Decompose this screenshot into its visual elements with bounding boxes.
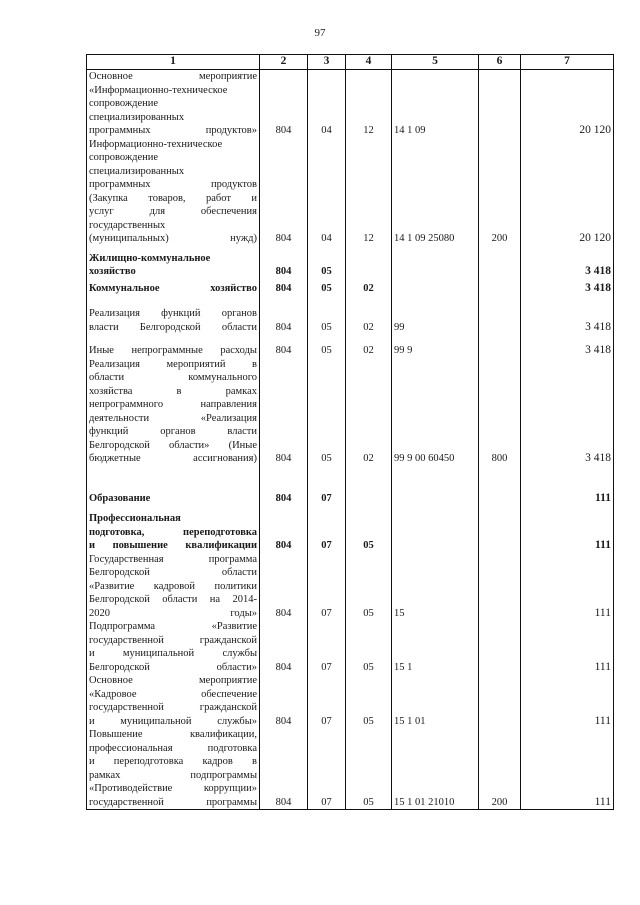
description-line: Белгородской области» (Иные [89,439,257,451]
description-line: сопровождение [89,98,159,109]
target-item-code: 99 [392,295,479,334]
row-description [87,358,260,466]
description-line: государственной гражданской [89,702,257,713]
row-description [87,674,260,728]
description-line: «Кадровое обеспечение [89,688,257,700]
header-col-2: 2 [260,55,308,70]
target-item-code: 15 1 01 [392,674,479,728]
description-line: и муниципальной службы» [89,715,257,727]
amount: 20 120 [521,138,614,246]
row-description [87,620,260,674]
amount: 111 [521,466,614,506]
amount: 111 [521,674,614,728]
table-row [87,334,614,358]
expense-type-code: 200 [479,138,521,246]
ministry-code: 804 [260,674,308,728]
header-col-7: 7 [521,55,614,70]
subsection-code [346,466,392,506]
description-line: Подпрограмма «Развитие [89,621,257,632]
header-col-1: 1 [87,55,260,70]
expense-type-code [479,674,521,728]
amount: 3 418 [521,246,614,279]
target-item-code [392,279,479,296]
subsection-code: 12 [346,70,392,138]
subsection-code: 02 [346,279,392,296]
description-line: государственной гражданской [89,634,257,646]
description-line: Государственная программа [89,553,257,565]
section-code: 05 [308,246,346,279]
target-item-code: 15 1 [392,620,479,674]
subsection-code: 02 [346,358,392,466]
target-item-code [392,466,479,506]
description-line: области коммунального [89,372,257,383]
table-row [87,620,614,674]
ministry-code: 804 [260,620,308,674]
description-line: Основное мероприятие [89,71,257,82]
amount: 111 [521,728,614,810]
description-line: деятельности «Реализация [89,412,257,424]
description-line: и переподготовка кадров в [89,756,257,767]
amount: 111 [521,505,614,553]
ministry-code: 804 [260,138,308,246]
expense-type-code [479,295,521,334]
table-row [87,553,614,621]
description-line: услуг для обеспечения [89,206,257,217]
table-row [87,70,614,138]
description-line: Жилищно-коммунальное [89,252,211,264]
target-item-code: 99 9 [392,334,479,358]
description-line: Белгородской области [89,567,257,578]
page-number: 97 [314,27,326,39]
table-row [87,466,614,506]
ministry-code: 804 [260,466,308,506]
header-col-4: 4 [346,55,392,70]
description-line: и муниципальной службы [89,648,257,659]
description-line: «Информационно-техническое [89,84,228,96]
section-code: 07 [308,620,346,674]
row-description [87,246,260,279]
subsection-code: 05 [346,728,392,810]
row-description [87,70,260,138]
description-line: Белгородской области на 2014- [89,594,257,605]
description-line: специализированных [89,165,185,177]
subsection-code: 05 [346,674,392,728]
expense-type-code [479,553,521,621]
section-code: 07 [308,466,346,506]
header-row [87,55,614,70]
amount: 3 418 [521,358,614,466]
amount: 111 [521,620,614,674]
amount: 3 418 [521,295,614,334]
description-line: хозяйство [89,266,136,277]
header-col-6: 6 [479,55,521,70]
row-description [87,466,260,506]
description-line: «Развитие кадровой политики [89,580,257,592]
section-code: 05 [308,358,346,466]
description-line: Белгородской области» [89,661,257,673]
table-row [87,295,614,334]
expense-type-code: 800 [479,358,521,466]
description-line: и повышение квалификации [89,540,257,551]
row-description [87,334,260,358]
section-code: 04 [308,70,346,138]
description-line: Образование [89,492,151,504]
description-line: рамках подпрограммы [89,769,257,781]
target-item-code [392,246,479,279]
target-item-code [392,505,479,553]
subsection-code: 02 [346,295,392,334]
target-item-code: 15 [392,553,479,621]
description-line: (муниципальных) нужд) [89,233,257,244]
section-code: 05 [308,334,346,358]
section-code: 04 [308,138,346,246]
ministry-code: 804 [260,279,308,296]
description-line: «Противодействие коррупции» [89,783,257,794]
section-code: 07 [308,728,346,810]
header-col-3: 3 [308,55,346,70]
description-line: профессиональная подготовка [89,742,257,754]
table-row [87,279,614,296]
description-line: Информационно-техническое [89,138,223,150]
section-code: 07 [308,553,346,621]
description-line: (Закупка товаров, работ и [89,192,257,204]
description-line: сопровождение [89,152,159,163]
expense-type-code [479,70,521,138]
target-item-code: 14 1 09 [392,70,479,138]
description-line: Реализация мероприятий в [89,358,257,370]
row-description [87,553,260,621]
expense-type-code [479,466,521,506]
table-row [87,358,614,466]
amount: 111 [521,553,614,621]
ministry-code: 804 [260,70,308,138]
section-code: 07 [308,674,346,728]
target-item-code: 14 1 09 25080 [392,138,479,246]
target-item-code: 15 1 01 21010 [392,728,479,810]
row-description [87,505,260,553]
table-row [87,246,614,279]
description-line: власти Белгородской области [89,321,257,333]
expense-type-code [479,334,521,358]
description-line: Иные непрограммные расходы [89,345,257,356]
subsection-code: 05 [346,553,392,621]
row-description [87,728,260,810]
description-line: 2020 годы» [89,607,257,619]
section-code: 05 [308,295,346,334]
row-description [87,138,260,246]
table-row [87,505,614,553]
description-line: программных продуктов [89,179,257,190]
row-description [87,295,260,334]
subsection-code: 12 [346,138,392,246]
description-line: непрограммного направления [89,399,257,410]
row-description [87,279,260,296]
header-col-5: 5 [392,55,479,70]
section-code: 07 [308,505,346,553]
ministry-code: 804 [260,553,308,621]
description-line: Реализация функций органов [89,308,257,319]
description-line: Коммунальное хозяйство [89,282,257,294]
subsection-code [346,246,392,279]
description-line: подготовка, переподготовка [89,526,257,538]
expense-type-code: 200 [479,728,521,810]
amount: 20 120 [521,70,614,138]
ministry-code: 804 [260,728,308,810]
expense-type-code [479,620,521,674]
description-line: бюджетные ассигнования) [89,453,257,464]
description-line: хозяйства в рамках [89,385,257,397]
description-line: программных продуктов» [89,125,257,136]
description-line: Повышение квалификации, [89,729,257,740]
subsection-code: 02 [346,334,392,358]
target-item-code: 99 9 00 60450 [392,358,479,466]
table-row [87,728,614,810]
subsection-code: 05 [346,505,392,553]
ministry-code: 804 [260,334,308,358]
description-line: функций органов власти [89,426,257,437]
subsection-code: 05 [346,620,392,674]
section-code: 05 [308,279,346,296]
description-line: Профессиональная [89,513,181,524]
expense-type-code [479,279,521,296]
ministry-code: 804 [260,246,308,279]
description-line: специализированных [89,111,185,123]
ministry-code: 804 [260,358,308,466]
amount: 3 418 [521,334,614,358]
ministry-code: 804 [260,295,308,334]
budget-table [86,54,614,810]
ministry-code: 804 [260,505,308,553]
table-row [87,138,614,246]
table-row [87,674,614,728]
expense-type-code [479,505,521,553]
description-line: Основное мероприятие [89,675,257,686]
expense-type-code [479,246,521,279]
amount: 3 418 [521,279,614,296]
description-line: государственной программы [89,796,257,808]
description-line: государственных [89,219,166,231]
